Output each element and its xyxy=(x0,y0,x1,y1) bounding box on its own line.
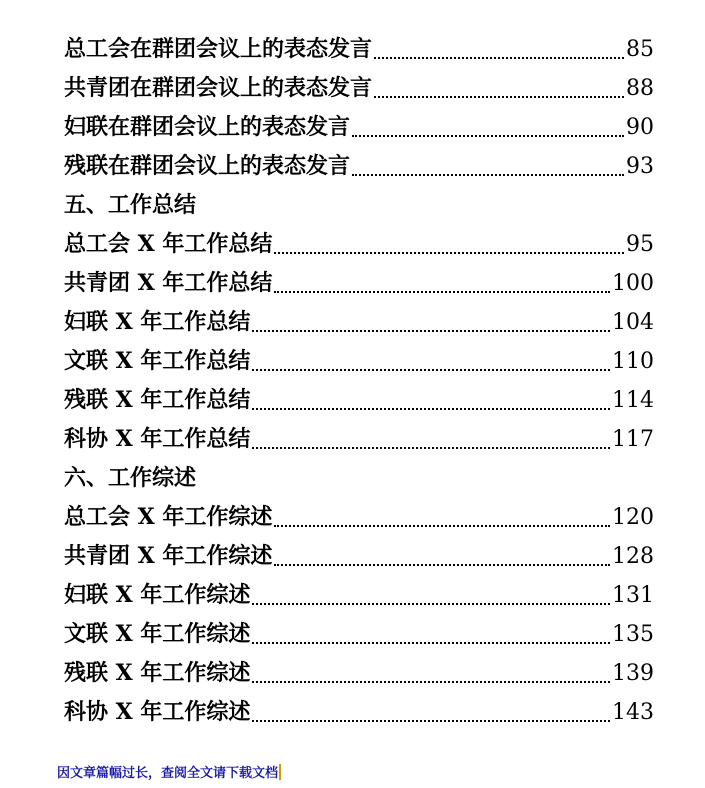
toc-entry-title: 总工会 X 年工作总结 xyxy=(64,231,273,257)
toc-leader-dots xyxy=(274,564,610,566)
toc-leader-dots xyxy=(252,720,610,722)
toc-leader-dots xyxy=(252,681,610,683)
toc-entry[interactable] xyxy=(64,69,654,108)
toc-entry-page-number: 131 xyxy=(612,583,654,608)
toc-entry[interactable] xyxy=(64,30,654,69)
table-of-contents xyxy=(64,30,654,732)
toc-entry-page-number: 90 xyxy=(626,115,654,140)
toc-leader-dots xyxy=(374,57,624,59)
text-cursor-icon xyxy=(279,764,281,780)
toc-entry[interactable] xyxy=(64,420,654,459)
download-notice-text[interactable]: 因文章篇幅过长，查阅全文请下载文档 xyxy=(57,766,279,781)
toc-leader-dots xyxy=(274,291,610,293)
toc-entry-page-number: 135 xyxy=(612,622,654,647)
toc-section-heading: 五、工作总结 xyxy=(64,192,197,218)
toc-leader-dots xyxy=(252,642,610,644)
toc-leader-dots xyxy=(274,252,624,254)
toc-entry-page-number: 95 xyxy=(626,232,654,257)
toc-entry-page-number: 100 xyxy=(612,271,654,296)
toc-leader-dots xyxy=(252,447,610,449)
toc-entry[interactable] xyxy=(64,108,654,147)
toc-entry-title: 妇联在群团会议上的表态发言 xyxy=(64,114,351,140)
toc-entry-page-number: 93 xyxy=(626,154,654,179)
toc-entry[interactable] xyxy=(64,576,654,615)
toc-entry-page-number: 117 xyxy=(612,427,654,452)
toc-leader-dots xyxy=(352,174,624,176)
toc-entry-page-number: 88 xyxy=(626,76,654,101)
toc-entry[interactable] xyxy=(64,654,654,693)
toc-entry-page-number: 128 xyxy=(612,544,654,569)
toc-leader-dots xyxy=(352,135,624,137)
toc-entry[interactable] xyxy=(64,381,654,420)
toc-entry-title: 共青团 X 年工作总结 xyxy=(64,270,273,296)
toc-entry-title: 残联 X 年工作综述 xyxy=(64,660,251,686)
toc-leader-dots xyxy=(374,96,624,98)
toc-entry[interactable] xyxy=(64,264,654,303)
toc-leader-dots xyxy=(252,408,610,410)
toc-entry-title: 妇联 X 年工作综述 xyxy=(64,582,251,608)
download-notice[interactable] xyxy=(57,762,281,781)
toc-entry-title: 残联在群团会议上的表态发言 xyxy=(64,153,351,179)
toc-entry-title: 科协 X 年工作总结 xyxy=(64,426,251,452)
toc-section-heading: 六、工作综述 xyxy=(64,465,197,491)
toc-entry-page-number: 85 xyxy=(626,37,654,62)
toc-entry-title: 妇联 X 年工作总结 xyxy=(64,309,251,335)
toc-entry-title: 总工会 X 年工作综述 xyxy=(64,504,273,530)
toc-entry-title: 科协 X 年工作综述 xyxy=(64,699,251,725)
toc-entry-page-number: 110 xyxy=(612,349,654,374)
toc-entry-page-number: 104 xyxy=(612,310,654,335)
toc-entry-title: 总工会在群团会议上的表态发言 xyxy=(64,36,373,62)
toc-leader-dots xyxy=(252,330,610,332)
toc-entry[interactable] xyxy=(64,303,654,342)
toc-entry-page-number: 120 xyxy=(612,505,654,530)
toc-leader-dots xyxy=(252,603,610,605)
toc-entry[interactable] xyxy=(64,537,654,576)
toc-entry-title: 文联 X 年工作综述 xyxy=(64,621,251,647)
toc-entry[interactable] xyxy=(64,225,654,264)
toc-entry[interactable] xyxy=(64,498,654,537)
toc-entry-title: 残联 X 年工作总结 xyxy=(64,387,251,413)
toc-entry-title: 文联 X 年工作总结 xyxy=(64,348,251,374)
toc-entry[interactable] xyxy=(64,615,654,654)
toc-leader-dots xyxy=(252,369,610,371)
toc-entry[interactable] xyxy=(64,147,654,186)
toc-entry-title: 共青团在群团会议上的表态发言 xyxy=(64,75,373,101)
toc-entry[interactable] xyxy=(64,342,654,381)
toc-leader-dots xyxy=(274,525,610,527)
toc-entry-page-number: 143 xyxy=(612,700,654,725)
toc-entry-page-number: 139 xyxy=(612,661,654,686)
toc-entry[interactable] xyxy=(64,693,654,732)
toc-entry-page-number: 114 xyxy=(612,388,654,413)
toc-entry-title: 共青团 X 年工作综述 xyxy=(64,543,273,569)
